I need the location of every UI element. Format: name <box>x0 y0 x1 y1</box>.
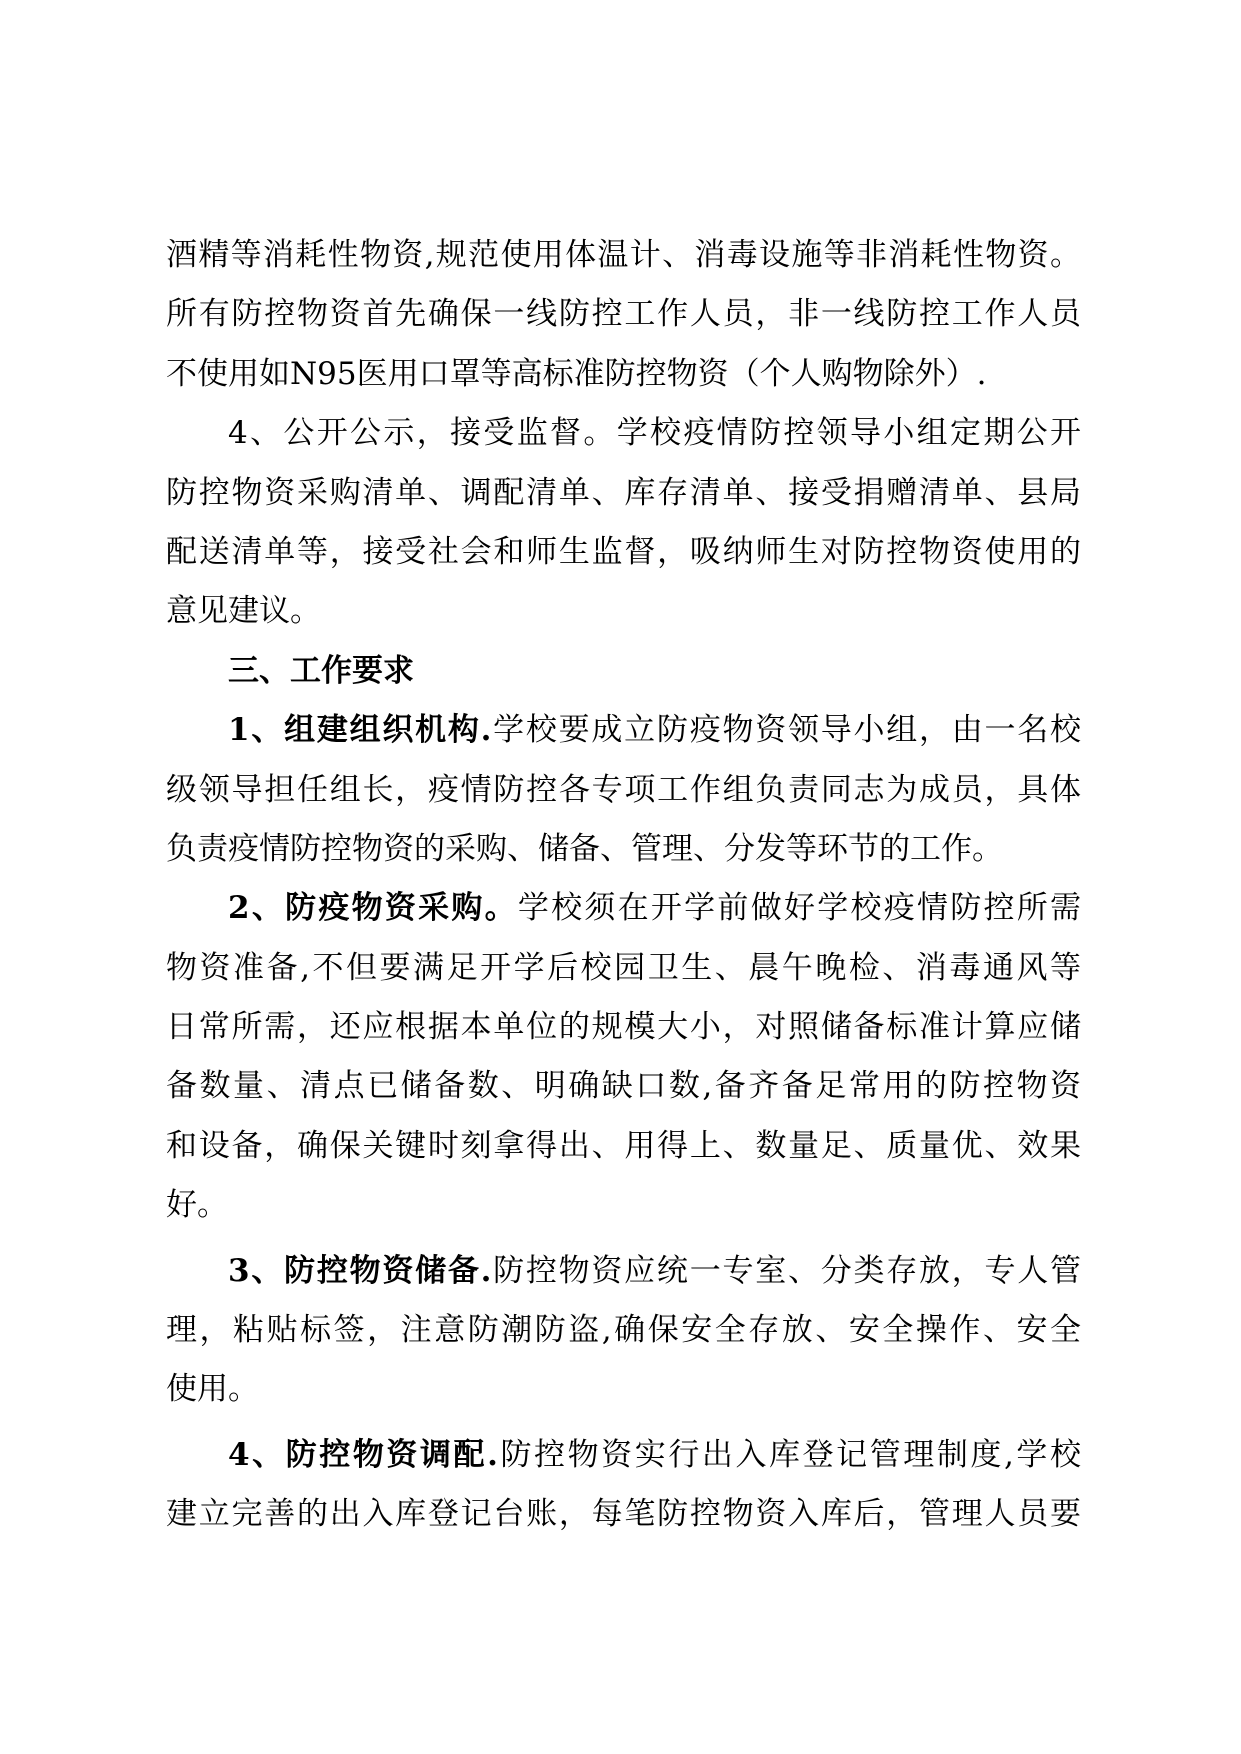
text-line: 配送清单等，接受社会和师生监督，吸纳师生对防控物资使用的 <box>166 533 1081 570</box>
text-line: 备数量、清点已储备数、明确缺口数,备齐备足常用的防控物资 <box>166 1068 1081 1105</box>
item-title: 3、防控物资储备. <box>228 1252 492 1289</box>
requirement-item-3 <box>166 1242 1081 1420</box>
text-line: 负责疫情防控物资的采购、储备、管理、分发等环节的工作。 <box>166 830 1003 867</box>
text-line: 日常所需，还应根据本单位的规模大小，对照储备标准计算应储 <box>166 1009 1081 1046</box>
document-body <box>166 226 1081 1545</box>
requirement-item-2 <box>166 879 1081 1235</box>
text-line <box>166 1426 1081 1485</box>
item-text: 学校须在开学前做好学校疫情防控所需 <box>517 890 1081 927</box>
text-line: 意见建议。 <box>166 593 321 630</box>
item-title: 2、防疫物资采购。 <box>228 890 518 927</box>
text-line: 建立完善的出入库登记台账，每笔防控物资入库后，管理人员要 <box>166 1496 1081 1533</box>
text-line: 级领导担任组长，疫情防控各专项工作组负责同志为成员，具体 <box>166 771 1081 808</box>
text-line: 4、公开公示，接受监督。学校疫情防控领导小组定期公开 <box>228 415 1081 452</box>
item-title: 4、防控物资调配. <box>228 1436 498 1473</box>
text-line: 不使用如N95医用口罩等高标准防控物资（个人购物除外）. <box>166 355 987 392</box>
item-text: 防控物资实行出入库登记管理制度,学校 <box>497 1436 1081 1473</box>
text-line <box>166 879 1081 938</box>
text-line: 防控物资采购清单、调配清单、库存清单、接受捐赠清单、县局 <box>166 474 1081 511</box>
text-line: 理，粘贴标签，注意防潮防盗,确保安全存放、安全操作、安全 <box>166 1312 1081 1349</box>
requirement-item-4 <box>166 1426 1081 1545</box>
text-line <box>166 1242 1081 1301</box>
paragraph-continuation <box>166 226 1081 404</box>
text-line: 物资准备,不但要满足开学后校园卫生、晨午晚检、消毒通风等 <box>166 949 1081 986</box>
item-text: 学校要成立防疫物资领导小组，由一名校 <box>491 712 1081 749</box>
text-line: 好。 <box>166 1187 228 1224</box>
text-line: 使用。 <box>166 1371 259 1408</box>
text-line: 和设备，确保关键时刻拿得出、用得上、数量足、质量优、效果 <box>166 1127 1081 1164</box>
item-text: 防控物资应统一专室、分类存放，专人管 <box>491 1252 1081 1289</box>
text-line <box>166 701 1081 760</box>
text-line: 酒精等消耗性物资,规范使用体温计、消毒设施等非消耗性物资。 <box>166 237 1081 273</box>
requirement-item-1 <box>166 701 1081 879</box>
item-title: 1、组建组织机构. <box>228 712 492 749</box>
section-heading: 三、工作要求 <box>228 652 414 689</box>
paragraph-public-notice <box>166 404 1081 642</box>
text-line: 所有防控物资首先确保一线防控工作人员，非一线防控工作人员 <box>166 296 1081 333</box>
